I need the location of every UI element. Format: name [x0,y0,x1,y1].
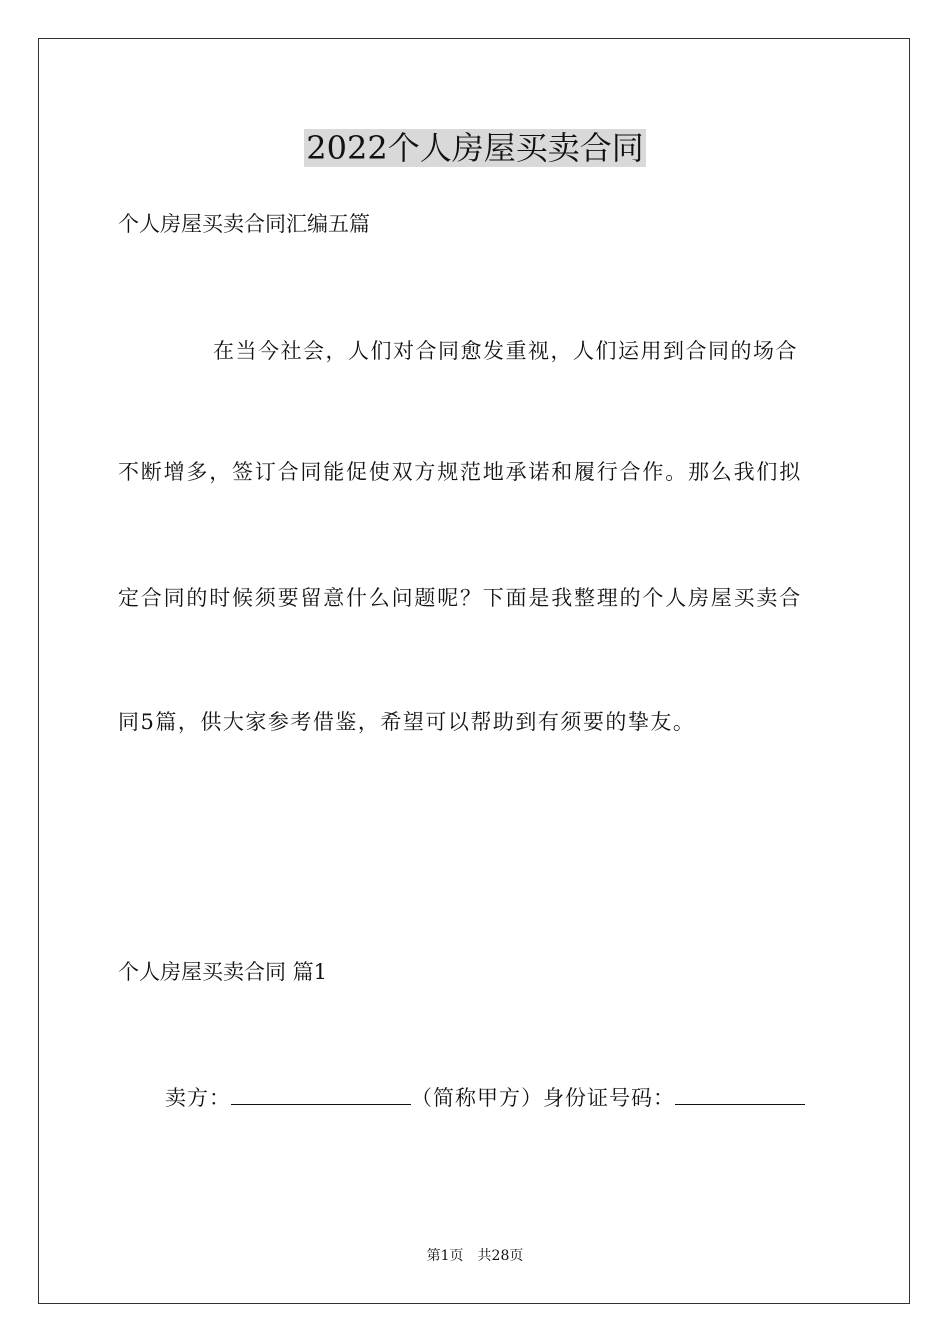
seller-id-blank [675,1082,805,1105]
seller-label: 卖方： [165,1086,231,1110]
page-footer [0,1246,950,1266]
paragraph-line-3: 定合同的时候须要留意什么问题呢？下面是我整理的个人房屋买卖合 [118,586,802,610]
paragraph-line-4: 同5篇，供大家参考借鉴，希望可以帮助到有须要的挚友。 [118,710,696,734]
document-title [0,128,950,168]
seller-name-blank [231,1082,411,1105]
document-title-text: 2022个人房屋买卖合同 [306,129,644,167]
document-subtitle: 个人房屋买卖合同汇编五篇 [118,212,370,236]
paragraph-line-2: 不断增多，签订合同能促使双方规范地承诺和履行合作。那么我们拟 [118,460,802,484]
section-heading: 个人房屋买卖合同 篇1 [118,960,328,984]
paragraph-line-1: 在当今社会，人们对合同愈发重视，人们运用到合同的场合 [213,339,798,363]
page-number: 第1页 [426,1248,464,1264]
seller-line [165,1082,805,1112]
page-total: 共28页 [477,1248,524,1264]
seller-id-label: （简称甲方）身份证号码： [411,1086,675,1110]
